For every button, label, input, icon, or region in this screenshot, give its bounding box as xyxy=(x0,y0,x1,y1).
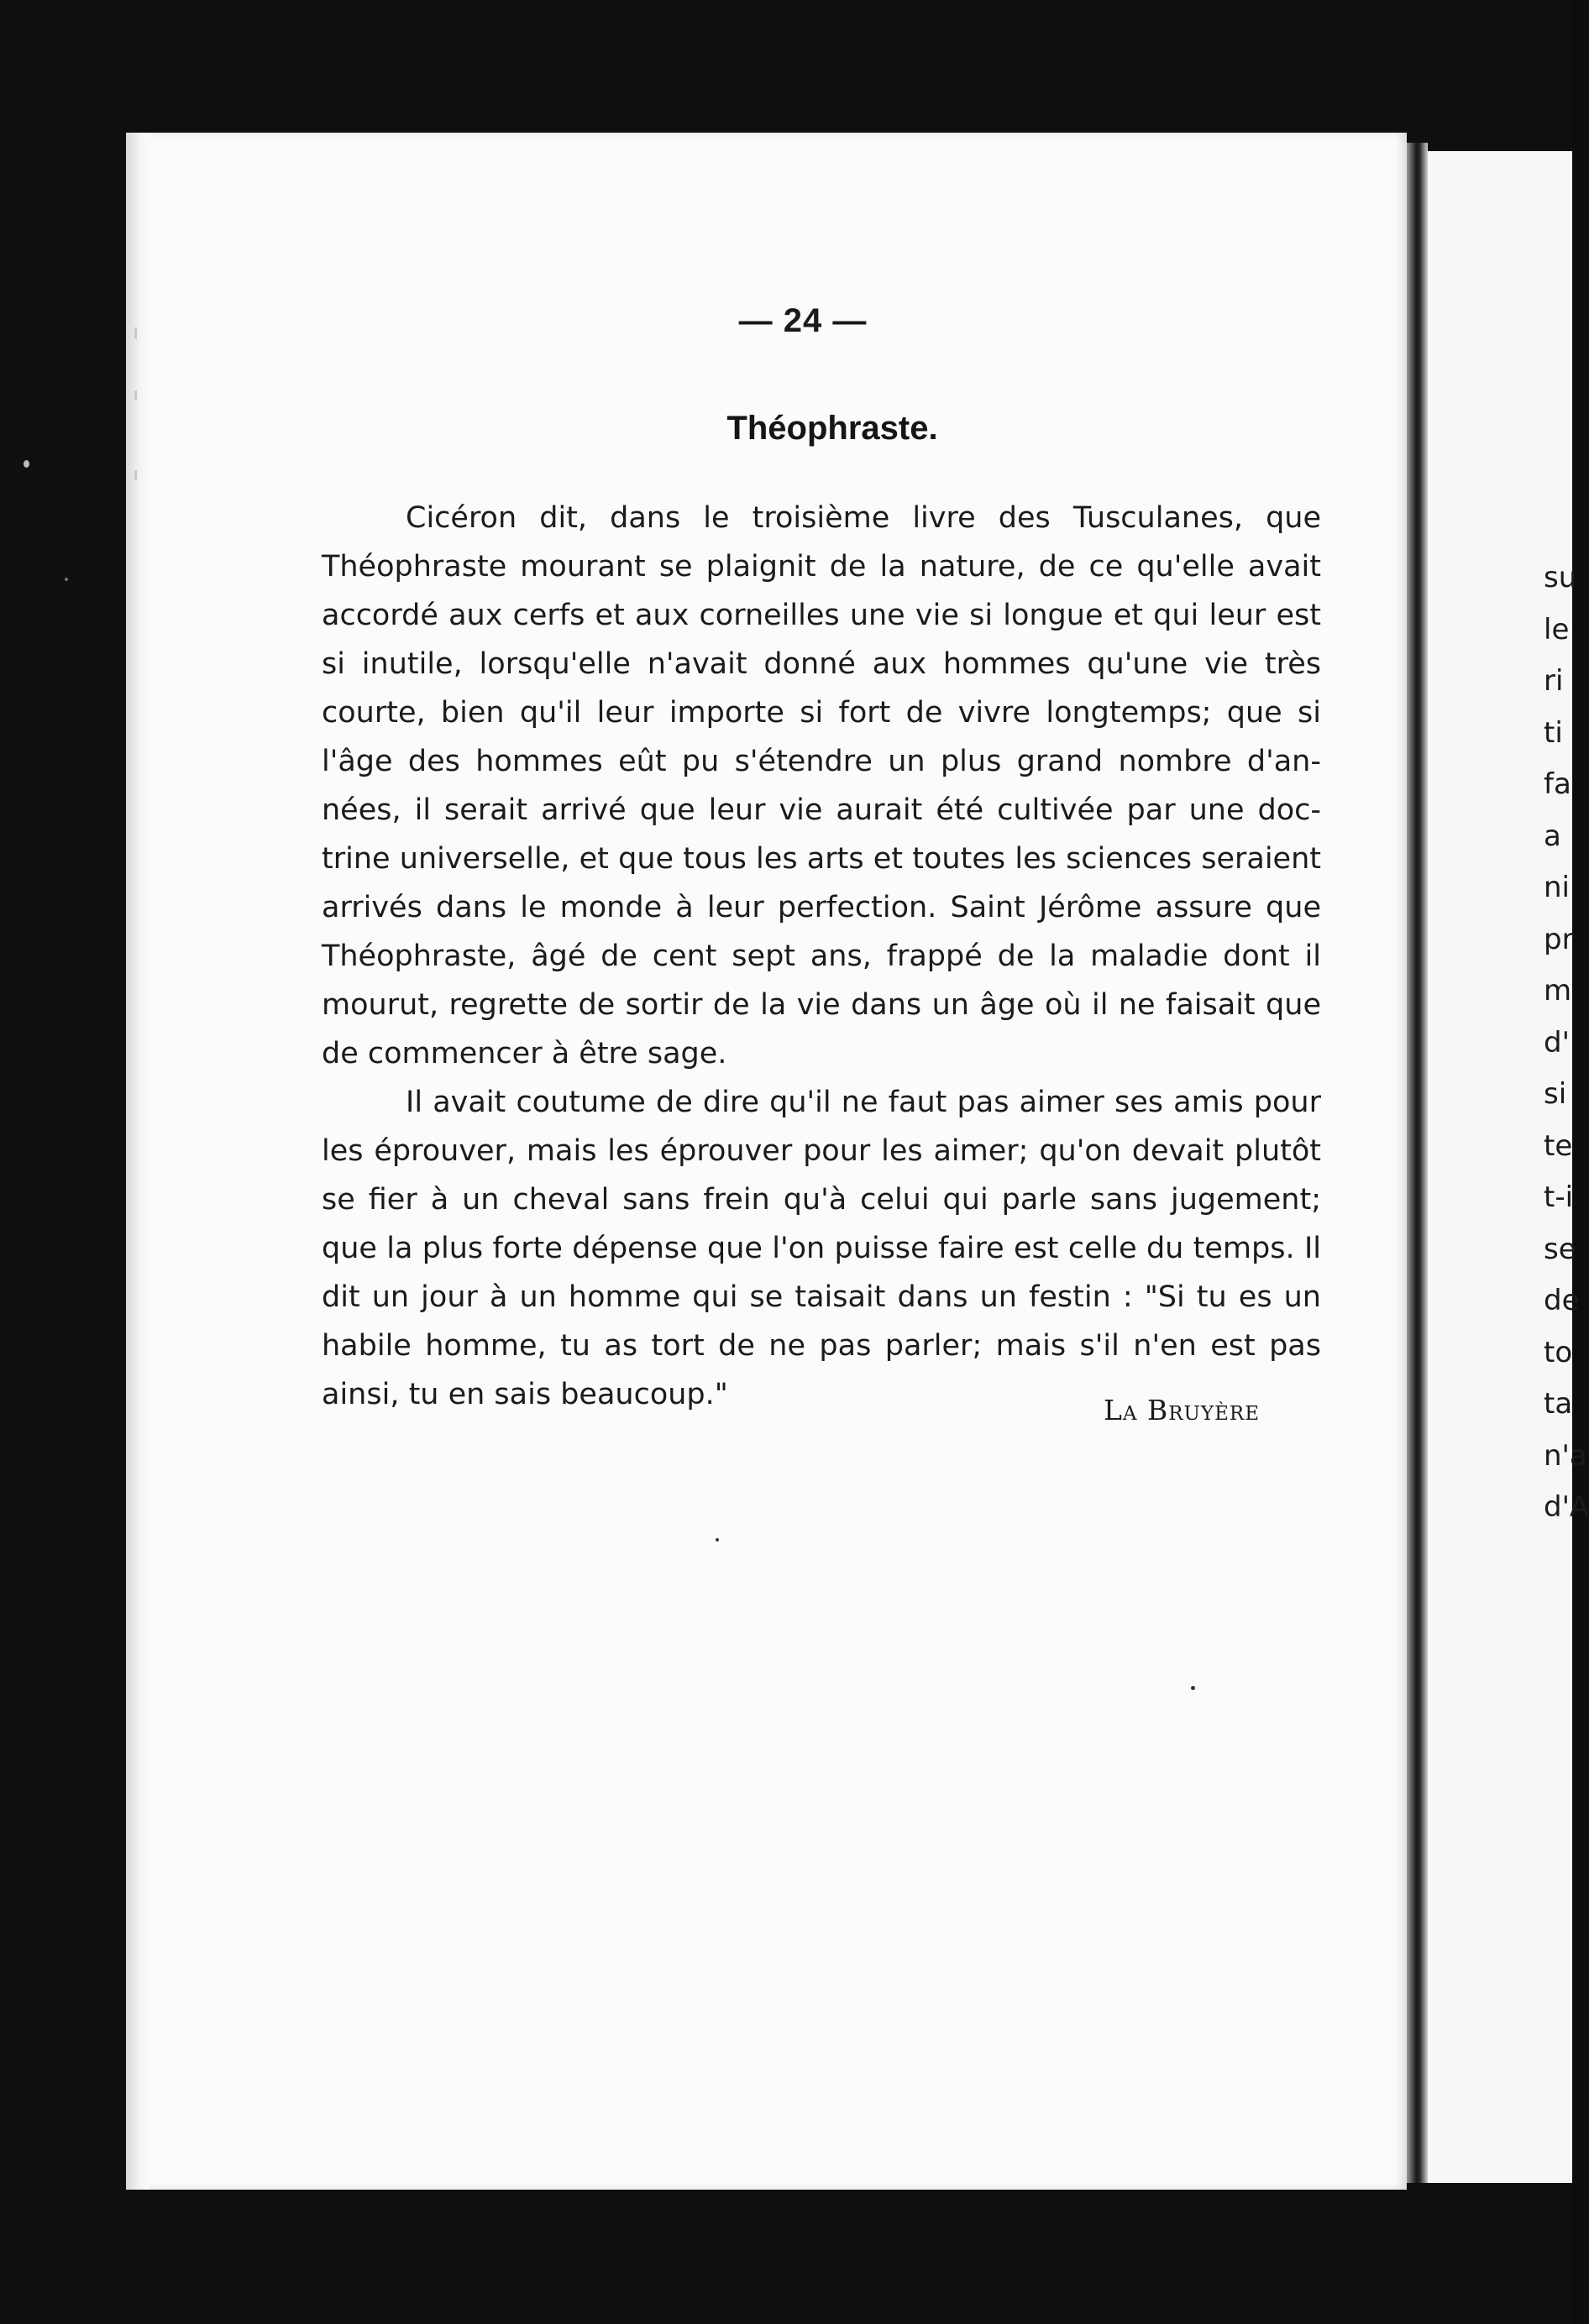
page-edge-mark xyxy=(134,470,137,480)
facing-line: se xyxy=(1544,1232,1576,1266)
paragraph: Cicéron dit, dans le troisième livre des Tusculanes, que Théophraste mourant se plaignit de la nature, de ce qu'elle avait accordé aux cerfs et aux corneilles une vie si longue et qui leur est si inutile, lorsqu'elle n'avait donné aux hommes qu'une vie très courte, bien qu'il leur importe si fort de vivre longtemps; que si l'âge des hommes eût pu s'étendre un plus grand nombre d'années, il serait arrivé que leur vie aurait été cultivée par une doctrine universelle, et que tous les arts et toutes les sciences seraient arrivés dans le monde à leur perfection. Saint Jérôme assure que Théophraste, âgé de cent sept ans, frappé de la maladie dont il mourut, regrette de sortir de la vie dans un âge où il ne faisait que de commencer à être sage. xyxy=(322,501,1321,1070)
facing-line: de xyxy=(1544,1284,1580,1317)
facing-line: le xyxy=(1544,612,1570,646)
article-body xyxy=(322,494,1321,1419)
facing-line: te xyxy=(1544,1128,1573,1163)
facing-line: m xyxy=(1544,974,1572,1008)
paragraph: Il avait coutume de dire qu'il ne faut pas aimer ses amis pour les éprouver, mais les éprouver pour les aimer; qu'on devait plutôt se fier à un cheval sans frein qu'à celui qui parle sans jugement; que la plus forte dépense que l'on puisse faire est celle du temps. Il dit un jour à un homme qui se taisait dans un festin : "Si tu es un habile homme, tu as tort de ne pas parler; mais s'il n'en est pas ainsi, tu en sais beaucoup." xyxy=(322,1086,1321,1411)
facing-line: ta xyxy=(1544,1387,1573,1421)
page-title: Théophraste. xyxy=(726,410,938,447)
dust-speck xyxy=(24,460,29,468)
page-edge-mark xyxy=(134,390,137,400)
facing-line: pr xyxy=(1544,922,1574,956)
dust-speck xyxy=(65,578,68,581)
facing-line: ti xyxy=(1544,715,1563,750)
facing-line: d'A xyxy=(1544,1490,1589,1524)
facing-line: n'a xyxy=(1544,1438,1587,1473)
facing-line: ni xyxy=(1544,871,1570,904)
facing-line: ri xyxy=(1544,664,1564,698)
facing-page-text xyxy=(1544,561,1589,1542)
author-signature: La Bruyère xyxy=(1103,1394,1260,1426)
page-number: — 24 — xyxy=(738,302,868,339)
facing-line: fa xyxy=(1544,767,1571,801)
facing-line: a xyxy=(1544,819,1561,853)
dust-speck xyxy=(1191,1686,1195,1690)
facing-line: d' xyxy=(1544,1025,1570,1060)
book-gutter xyxy=(1407,143,1428,2183)
dust-speck xyxy=(716,1538,719,1541)
facing-line: to xyxy=(1544,1335,1573,1369)
facing-line: su xyxy=(1544,561,1577,594)
facing-line: si xyxy=(1544,1077,1567,1111)
facing-line: t-i xyxy=(1544,1180,1574,1214)
